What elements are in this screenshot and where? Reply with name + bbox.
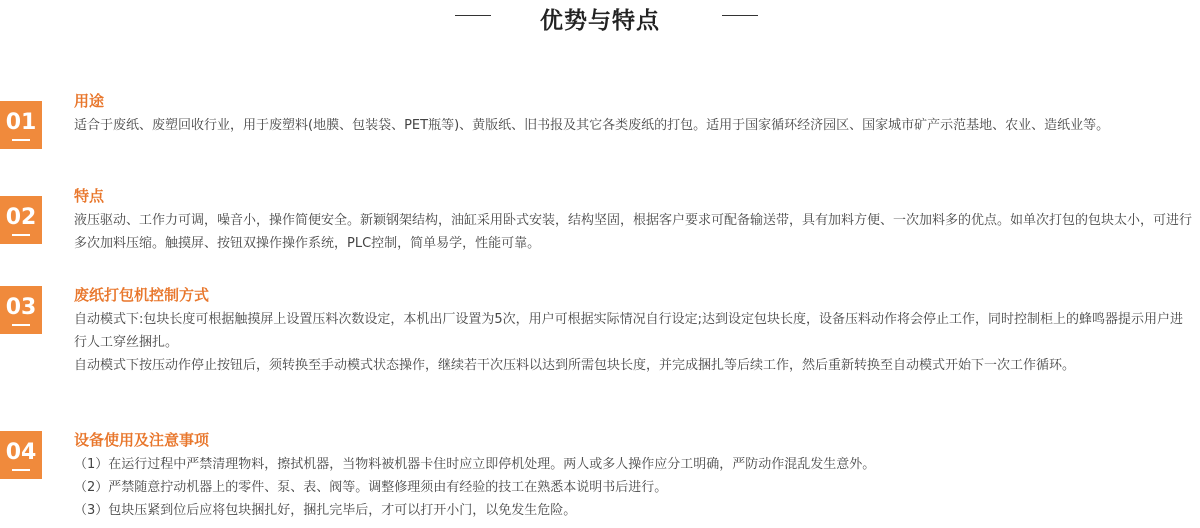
section-number-badge [0, 196, 42, 244]
badge-underline [12, 139, 30, 141]
section-body [74, 453, 1194, 522]
section-paragraph: （3）包块压紧到位后应将包块捆扎好，捆扎完毕后，才可以打开小门，以免发生危险。 [74, 503, 577, 518]
section-body [74, 308, 1194, 377]
badge-underline [12, 324, 30, 326]
section-header [0, 0, 1200, 34]
section-title: 特点 [74, 187, 105, 205]
section-title: 设备使用及注意事项 [74, 431, 210, 449]
section-number: 03 [5, 295, 37, 320]
section-title: 废纸打包机控制方式 [74, 286, 210, 304]
section-paragraph: 液压驱动、工作力可调，噪音小，操作简便安全。新颖钢架结构，油缸采用卧式安装，结构坚固，根据客户要求可配备输送带，具有加料方便、一次加料多的优点。如单次打包的包块太小，可进行多次加料压缩。触摸屏、按钮双操作操作系统，PLC控制，简单易学，性能可靠。 [74, 213, 1193, 251]
section-number: 01 [5, 110, 37, 135]
section-number: 02 [5, 205, 37, 230]
section-paragraph: 自动模式下按压动作停止按钮后，须转换至手动模式状态操作，继续若干次压料以达到所需包块长度，并完成捆扎等后续工作，然后重新转换至自动模式开始下一次工作循环。 [74, 358, 1076, 373]
section-number-badge [0, 101, 42, 149]
section-body [74, 209, 1194, 255]
section-number: 04 [5, 440, 37, 465]
page-title: 优势与特点 [540, 8, 660, 34]
header-right-rule [722, 15, 758, 16]
section-number-badge [0, 286, 42, 334]
section-title: 用途 [74, 92, 105, 110]
section-body [74, 114, 1194, 137]
section-paragraph: 自动模式下:包块长度可根据触摸屏上设置压料次数设定，本机出厂设置为5次，用户可根据实际情况自行设定;达到设定包块长度，设备压料动作将会停止工作，同时控制柜上的蜂鸣器提示用户进行人工穿丝捆扎。 [74, 312, 1184, 350]
section-paragraph: （1）在运行过程中严禁清理物料，擦拭机器，当物料被机器卡住时应立即停机处理。两人或多人操作应分工明确，严防动作混乱发生意外。 [74, 457, 876, 472]
badge-underline [12, 469, 30, 471]
section-number-badge [0, 431, 42, 479]
section-paragraph: 适合于废纸、废塑回收行业，用于废塑料(地膜、包装袋、PET瓶等)、黄版纸、旧书报及其它各类废纸的打包。适用于国家循环经济园区、国家城市矿产示范基地、农业、造纸业等。 [74, 118, 1110, 133]
section-paragraph: （2）严禁随意拧动机器上的零件、泵、表、阀等。调整修理须由有经验的技工在熟悉本说明书后进行。 [74, 480, 668, 495]
badge-underline [12, 234, 30, 236]
